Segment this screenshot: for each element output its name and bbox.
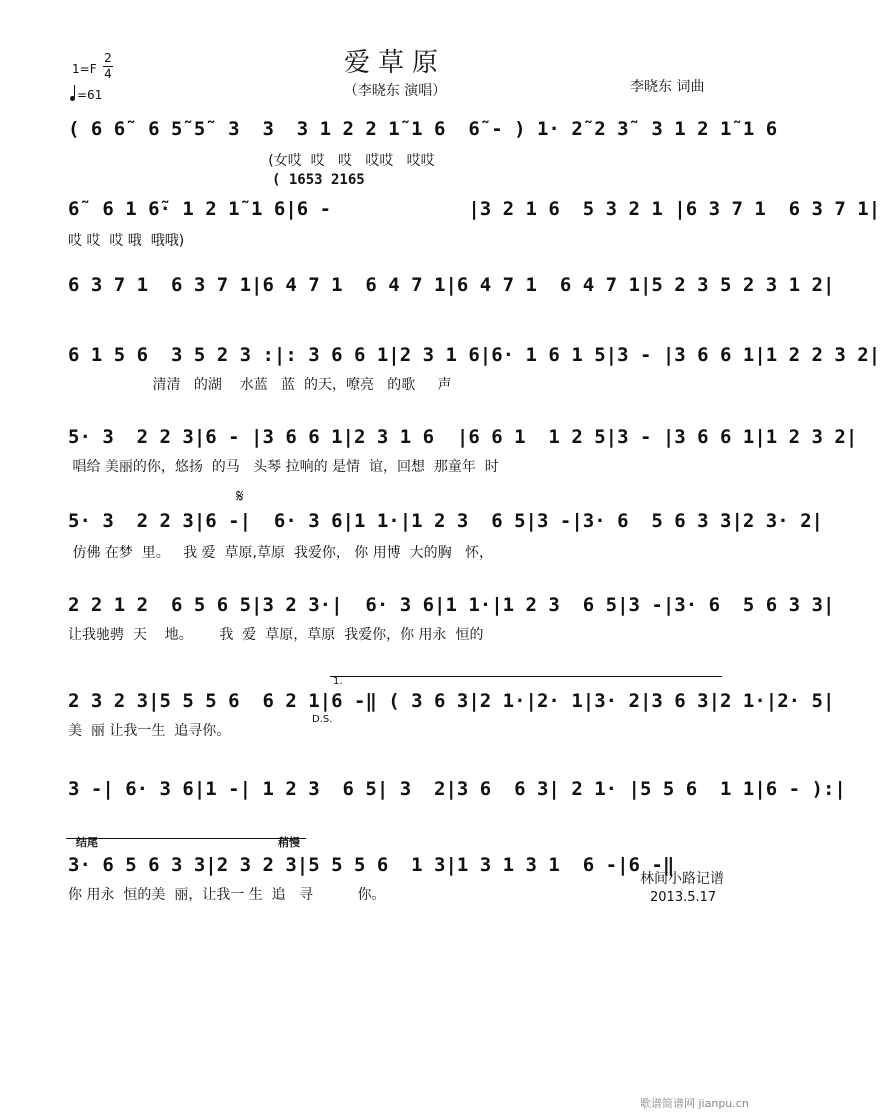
notation-row-3: 6 3 7 1 6 3 7 1|6 4 7 1 6 4 7 1|6 4 7 1 6 4 7 1|5 2 3 5 2 3 1 2|: [68, 274, 835, 296]
time-top: 2: [104, 51, 112, 65]
slower-label: 稍慢: [278, 836, 300, 849]
ending-bracket: [66, 838, 306, 839]
volta-line: [330, 676, 722, 677]
ending-label: 结尾: [76, 836, 98, 849]
notation-row-9: 3 -| 6· 3 6|1 -| 1 2 3 6 5| 3 2|3 6 6 3| 2 1· |5 5 6 1 1|6 - ):|: [68, 778, 846, 800]
notation-row-7: 2 2 1 2 6 5 6 5|3 2 3·| 6· 3 6|1 1·|1 2 3 6 5|3 -|3· 6 5 6 3 3|: [68, 594, 835, 616]
intro-fragment: ( 1653 2165: [272, 172, 365, 188]
lyric-row-10: 你 用永 恒的美 丽，让我一 生 追 寻 你。: [68, 887, 386, 903]
notation-row-8: 2 3 2 3|5 5 5 6 6 2 1|6 -‖ ( 3 6 3|2 1·|2· 1|3· 2|3 6 3|2 1·|2· 5|: [68, 690, 835, 712]
song-title: 爱草原: [343, 48, 446, 78]
segno-icon: 𝄋: [236, 486, 244, 507]
notation-row-1: ( 6 6̃ 6 5̃ 5̃ 3 3 3 1 2 2 1̃ 1 6 6̃ - ) 1· 2̃ 2 3̃ 3 1 2 1̃ 1 6: [68, 118, 778, 140]
composer-credit: 李晓东 词曲: [630, 79, 705, 95]
volta-number: 1.: [333, 676, 343, 687]
tempo-marking: [70, 88, 102, 102]
volta-bracket: [330, 676, 722, 687]
time-bottom: 4: [104, 67, 112, 81]
key-signature: 1=F: [72, 62, 97, 76]
notation-row-4: 6 1 5 6 3 5 2 3 :|: 3 6 6 1|2 3 1 6|6· 1 6 1 5|3 - |3 6 6 1|1 2 2 3 2|: [68, 344, 880, 366]
lyric-row-2: 哎 哎 哎 哦 哦哦): [68, 233, 185, 249]
transcriber-credit: 林间小路记谱: [640, 871, 724, 887]
lyric-row-1: (女哎 哎 哎 哎哎 哎哎: [68, 153, 435, 169]
lyric-row-7: 让我驰骋 天 地。 我 爱 草原，草原 我爱你，你 用永 恒的: [68, 627, 484, 643]
notation-row-10: 3· 6 5 6 3 3|2 3 2 3|5 5 5 6 1 3|1 3 1 3 1 6 -|6 -‖: [68, 854, 675, 876]
time-signature: [102, 52, 114, 81]
site-watermark: 歌谱简谱网 jianpu.cn: [640, 1097, 749, 1110]
notation-row-2: 6̃ 6 1 6̃· 1 2 1̃ 1 6|6 - |3 2 1 6 5 3 2 1 |6 3 7 1 6 3 7 1|: [68, 198, 880, 220]
lyric-row-8: 美 丽 让我一生 追寻你。: [68, 723, 231, 739]
dal-segno-marking: D.S.: [312, 714, 333, 725]
notation-row-6: 5· 3 2 2 3|6 -| 6· 3 6|1 1·|1 2 3 6 5|3 -|3· 6 5 6 3 3|2 3· 2|: [68, 510, 823, 532]
performer-subtitle: （李晓东 演唱）: [343, 83, 447, 99]
quarter-note-icon: [70, 96, 75, 101]
notation-row-5: 5· 3 2 2 3|6 - |3 6 6 1|2 3 1 6 |6 6 1 1 2 5|3 - |3 6 6 1|1 2 3 2|: [68, 426, 858, 448]
lyric-row-4: 清清 的湖 水蓝 蓝 的天，嘹亮 的歌 声: [68, 377, 452, 393]
ending-line: [66, 838, 306, 839]
lyric-row-5: 唱给 美丽的你，悠扬 的马 头琴 拉响的 是情 谊，回想 那童年 时: [68, 459, 499, 475]
tempo-value: =61: [77, 88, 103, 102]
transcription-date: 2013.5.17: [650, 890, 717, 905]
lyric-row-6: 仿佛 在梦 里。 我 爱 草原,草原 我爱你， 你 用博 大的胸 怀，: [68, 545, 494, 561]
